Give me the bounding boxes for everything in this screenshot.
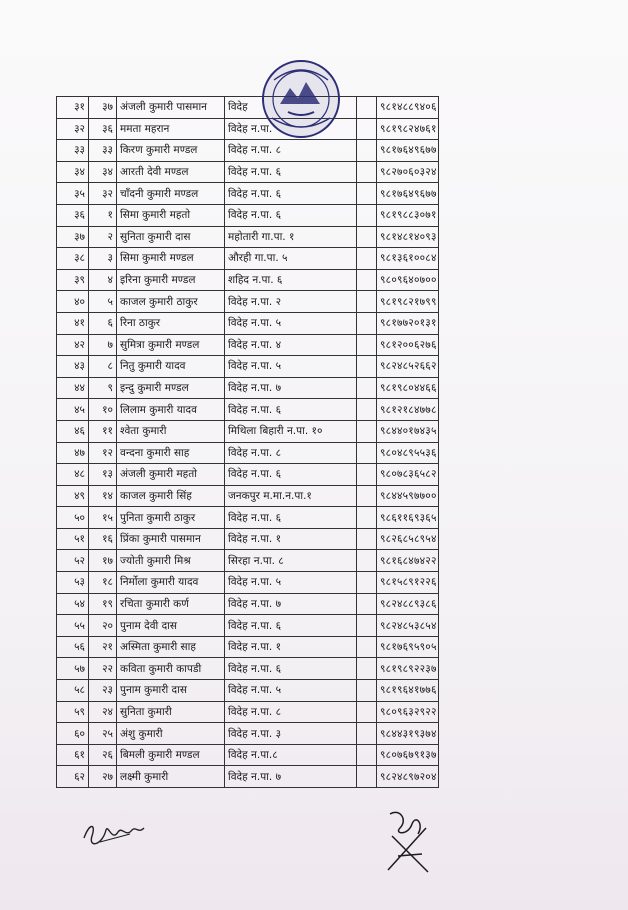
blank-cell	[357, 528, 377, 550]
phone-cell: ९८१७६४९६७७	[377, 183, 439, 205]
secondary-number-cell: १४	[89, 485, 117, 507]
address-cell: विदेह न.पा.	[225, 118, 357, 140]
name-cell: ज्योती कुमारी मिश्र	[117, 550, 225, 572]
name-cell: आरती देवी मण्डल	[117, 161, 225, 183]
table-row	[57, 766, 439, 788]
name-cell: अस्मिता कुमारी साह	[117, 636, 225, 658]
phone-cell: ९८१४८१४०९३	[377, 226, 439, 248]
phone-cell: ९८०९६३२९२२	[377, 701, 439, 723]
address-cell: विदेह न.पा. ५	[225, 312, 357, 334]
secondary-number-cell: १६	[89, 528, 117, 550]
address-cell: विदेह न.पा. १	[225, 528, 357, 550]
secondary-number-cell: २	[89, 226, 117, 248]
table-row	[57, 291, 439, 313]
name-cell: इरिना कुमारी मण्डल	[117, 269, 225, 291]
blank-cell	[357, 464, 377, 486]
table-row	[57, 334, 439, 356]
secondary-number-cell: ७	[89, 334, 117, 356]
address-cell: विदेह न.पा. ६	[225, 507, 357, 529]
blank-cell	[357, 161, 377, 183]
serial-number-cell: ४८	[57, 464, 89, 486]
secondary-number-cell: १९	[89, 593, 117, 615]
secondary-number-cell: २०	[89, 615, 117, 637]
table-row	[57, 356, 439, 378]
address-cell: विदेह न.पा. ८	[225, 701, 357, 723]
serial-number-cell: ४२	[57, 334, 89, 356]
name-cell: किरण कुमारी मण्डल	[117, 140, 225, 162]
phone-cell: ९८२७०६०३२४	[377, 161, 439, 183]
address-cell: विदेह न.पा. ६	[225, 464, 357, 486]
phone-cell: ९८२६८५८९५४	[377, 528, 439, 550]
table-row	[57, 701, 439, 723]
blank-cell	[357, 701, 377, 723]
phone-cell: ९८०७६७९१३७	[377, 744, 439, 766]
secondary-number-cell: १८	[89, 572, 117, 594]
table-row	[57, 248, 439, 270]
blank-cell	[357, 204, 377, 226]
phone-cell: ९८०७८३६५८२	[377, 464, 439, 486]
table-row	[57, 593, 439, 615]
blank-cell	[357, 615, 377, 637]
secondary-number-cell: २४	[89, 701, 117, 723]
phone-cell: ९८१७६४९६७७	[377, 140, 439, 162]
name-cell: बिमली कुमारी मण्डल	[117, 744, 225, 766]
address-cell: विदेह न.पा. ६	[225, 658, 357, 680]
name-cell: सुनिता कुमारी दास	[117, 226, 225, 248]
address-cell: औरही गा.पा. ५	[225, 248, 357, 270]
name-cell: पुनाम कुमारी दास	[117, 680, 225, 702]
phone-cell: ९८२४८५२६६२	[377, 356, 439, 378]
blank-cell	[357, 291, 377, 313]
address-cell: मिथिला बिहारी न.पा. १०	[225, 420, 357, 442]
phone-cell: ९८१२००६२७६	[377, 334, 439, 356]
name-cell: रिना ठाकुर	[117, 312, 225, 334]
phone-cell: ९८१९६४१७७६	[377, 680, 439, 702]
address-cell: विदेह न.पा. ७	[225, 377, 357, 399]
blank-cell	[357, 356, 377, 378]
phone-cell: ९८२४८९७२०४	[377, 766, 439, 788]
serial-number-cell: ५१	[57, 528, 89, 550]
secondary-number-cell: २२	[89, 658, 117, 680]
table-row	[57, 550, 439, 572]
table-row	[57, 97, 439, 119]
serial-number-cell: ५७	[57, 658, 89, 680]
table-row	[57, 464, 439, 486]
serial-number-cell: ४७	[57, 442, 89, 464]
secondary-number-cell: १२	[89, 442, 117, 464]
name-cell: लिलाम कुमारी यादव	[117, 399, 225, 421]
blank-cell	[357, 377, 377, 399]
secondary-number-cell: ३६	[89, 118, 117, 140]
address-cell: महोतारी गा.पा. १	[225, 226, 357, 248]
table-row	[57, 572, 439, 594]
address-cell: विदेह न.पा. १	[225, 636, 357, 658]
serial-number-cell: ४३	[57, 356, 89, 378]
phone-cell: ९८०९६४०७००	[377, 269, 439, 291]
phone-cell: ९८१६८४७४२२	[377, 550, 439, 572]
table-row	[57, 485, 439, 507]
serial-number-cell: ३५	[57, 183, 89, 205]
address-cell: जनकपुर म.मा.न.पा.१	[225, 485, 357, 507]
address-cell: विदेह न.पा. ५	[225, 680, 357, 702]
phone-cell: ९८१९८०४४६६	[377, 377, 439, 399]
blank-cell	[357, 658, 377, 680]
serial-number-cell: ५२	[57, 550, 89, 572]
name-cell: सिमा कुमारी मण्डल	[117, 248, 225, 270]
phone-cell: ९८१९८२१७९९	[377, 291, 439, 313]
serial-number-cell: ३२	[57, 118, 89, 140]
address-cell: विदेह न.पा.८	[225, 744, 357, 766]
address-cell: विदेह न.पा. ६	[225, 161, 357, 183]
table-row	[57, 528, 439, 550]
phone-cell: ९८१५८९१२२६	[377, 572, 439, 594]
secondary-number-cell: १७	[89, 550, 117, 572]
secondary-number-cell: ३४	[89, 161, 117, 183]
signature-left	[80, 812, 150, 852]
secondary-number-cell: २५	[89, 723, 117, 745]
signature-right	[378, 806, 438, 876]
blank-cell	[357, 140, 377, 162]
serial-number-cell: ६२	[57, 766, 89, 788]
phone-cell: ९८१७७२०१३१	[377, 312, 439, 334]
secondary-number-cell: १०	[89, 399, 117, 421]
name-cell: अंशु कुमारी	[117, 723, 225, 745]
phone-cell: ९८२४८५३८५४	[377, 615, 439, 637]
serial-number-cell: ३१	[57, 97, 89, 119]
name-cell: कविता कुमारी कापडी	[117, 658, 225, 680]
address-cell: विदेह न.पा. ६	[225, 399, 357, 421]
table-row	[57, 118, 439, 140]
table-row	[57, 183, 439, 205]
name-cell: काजल कुमारी सिंह	[117, 485, 225, 507]
blank-cell	[357, 593, 377, 615]
blank-cell	[357, 312, 377, 334]
address-cell: विदेह न.पा. ८	[225, 442, 357, 464]
serial-number-cell: ६१	[57, 744, 89, 766]
secondary-number-cell: ९	[89, 377, 117, 399]
table-row	[57, 399, 439, 421]
serial-number-cell: ५९	[57, 701, 89, 723]
blank-cell	[357, 744, 377, 766]
table-row	[57, 507, 439, 529]
serial-number-cell: ४९	[57, 485, 89, 507]
address-cell: विदेह न.पा. ५	[225, 572, 357, 594]
blank-cell	[357, 485, 377, 507]
serial-number-cell: ३३	[57, 140, 89, 162]
table-row	[57, 420, 439, 442]
phone-cell: ९८१९८८३०७१	[377, 204, 439, 226]
table-row	[57, 658, 439, 680]
secondary-number-cell: ८	[89, 356, 117, 378]
serial-number-cell: ५४	[57, 593, 89, 615]
serial-number-cell: ४०	[57, 291, 89, 313]
blank-cell	[357, 183, 377, 205]
table-row	[57, 680, 439, 702]
name-cell: अंजली कुमारी महतो	[117, 464, 225, 486]
blank-cell	[357, 269, 377, 291]
blank-cell	[357, 420, 377, 442]
blank-cell	[357, 507, 377, 529]
table-row	[57, 377, 439, 399]
address-cell: विदेह	[225, 97, 357, 119]
blank-cell	[357, 442, 377, 464]
blank-cell	[357, 723, 377, 745]
name-cell: श्वेता कुमारी	[117, 420, 225, 442]
phone-cell: ९८२४८८९३८६	[377, 593, 439, 615]
secondary-number-cell: १३	[89, 464, 117, 486]
address-cell: सिरहा न.पा. ८	[225, 550, 357, 572]
blank-cell	[357, 680, 377, 702]
name-cell: सुमित्रा कुमारी मण्डल	[117, 334, 225, 356]
serial-number-cell: ५३	[57, 572, 89, 594]
address-cell: विदेह न.पा. ३	[225, 723, 357, 745]
secondary-number-cell: २७	[89, 766, 117, 788]
name-cell: प्रिंका कुमारी पासमान	[117, 528, 225, 550]
serial-number-cell: ३४	[57, 161, 89, 183]
name-cell: ममता महरान	[117, 118, 225, 140]
blank-cell	[357, 636, 377, 658]
address-cell: विदेह न.पा. ६	[225, 615, 357, 637]
blank-cell	[357, 248, 377, 270]
phone-cell: ९८१४८८९४०६	[377, 97, 439, 119]
blank-cell	[357, 226, 377, 248]
name-cell: वन्दना कुमारी साह	[117, 442, 225, 464]
name-cell: रचिता कुमारी कर्ण	[117, 593, 225, 615]
secondary-number-cell: १	[89, 204, 117, 226]
serial-number-cell: ५०	[57, 507, 89, 529]
secondary-number-cell: ४	[89, 269, 117, 291]
table-body	[57, 97, 439, 788]
address-cell: विदेह न.पा. २	[225, 291, 357, 313]
serial-number-cell: ३६	[57, 204, 89, 226]
serial-number-cell: ५५	[57, 615, 89, 637]
serial-number-cell: ६०	[57, 723, 89, 745]
table-row	[57, 204, 439, 226]
name-cell: सुनिता कुमारी	[117, 701, 225, 723]
address-cell: विदेह न.पा. ५	[225, 356, 357, 378]
address-cell: विदेह न.पा. ७	[225, 766, 357, 788]
name-cell: सिमा कुमारी महतो	[117, 204, 225, 226]
name-cell: इन्दु कुमारी मण्डल	[117, 377, 225, 399]
name-cell: काजल कुमारी ठाकुर	[117, 291, 225, 313]
address-cell: विदेह न.पा. ४	[225, 334, 357, 356]
blank-cell	[357, 97, 377, 119]
serial-number-cell: ५६	[57, 636, 89, 658]
address-cell: विदेह न.पा. ६	[225, 204, 357, 226]
serial-number-cell: ५८	[57, 680, 89, 702]
secondary-number-cell: ५	[89, 291, 117, 313]
phone-cell: ९८१३६१००८४	[377, 248, 439, 270]
serial-number-cell: ३८	[57, 248, 89, 270]
phone-cell: ९८१९८९२२३७	[377, 658, 439, 680]
phone-cell: ९८४४५९७७००	[377, 485, 439, 507]
blank-cell	[357, 118, 377, 140]
name-cell: पुनिता कुमारी ठाकुर	[117, 507, 225, 529]
phone-cell: ९८१९८२४७६१	[377, 118, 439, 140]
address-cell: विदेह न.पा. ८	[225, 140, 357, 162]
serial-number-cell: ४४	[57, 377, 89, 399]
secondary-number-cell: ३२	[89, 183, 117, 205]
table-row	[57, 312, 439, 334]
address-cell: विदेह न.पा. ६	[225, 183, 357, 205]
secondary-number-cell: २१	[89, 636, 117, 658]
serial-number-cell: ३७	[57, 226, 89, 248]
blank-cell	[357, 399, 377, 421]
blank-cell	[357, 334, 377, 356]
phone-cell: ९८४४३१९३७४	[377, 723, 439, 745]
name-cell: चाँदनी कुमारी मण्डल	[117, 183, 225, 205]
table-row	[57, 269, 439, 291]
municipality-seal-stamp	[258, 56, 344, 142]
name-cell: नितु कुमारी यादव	[117, 356, 225, 378]
table-row	[57, 636, 439, 658]
name-cell: लक्ष्मी कुमारी	[117, 766, 225, 788]
secondary-number-cell: ३	[89, 248, 117, 270]
name-cell: पुनाम देवी दास	[117, 615, 225, 637]
serial-number-cell: ४५	[57, 399, 89, 421]
serial-number-cell: ४१	[57, 312, 89, 334]
table-row	[57, 744, 439, 766]
secondary-number-cell: १५	[89, 507, 117, 529]
serial-number-cell: ३९	[57, 269, 89, 291]
secondary-number-cell: ३३	[89, 140, 117, 162]
phone-cell: ९८४४०१७४३५	[377, 420, 439, 442]
table-row	[57, 226, 439, 248]
blank-cell	[357, 766, 377, 788]
phone-cell: ९८१७६९५९०५	[377, 636, 439, 658]
table-row	[57, 161, 439, 183]
phone-cell: ९८६११६९३६५	[377, 507, 439, 529]
secondary-number-cell: २३	[89, 680, 117, 702]
table-row	[57, 140, 439, 162]
beneficiary-table	[56, 96, 439, 788]
table-row	[57, 615, 439, 637]
name-cell: अंजली कुमारी पासमान	[117, 97, 225, 119]
table-row	[57, 442, 439, 464]
secondary-number-cell: ३७	[89, 97, 117, 119]
serial-number-cell: ४६	[57, 420, 89, 442]
name-cell: निर्मोला कुमारी यादव	[117, 572, 225, 594]
address-cell: विदेह न.पा. ७	[225, 593, 357, 615]
blank-cell	[357, 572, 377, 594]
secondary-number-cell: ११	[89, 420, 117, 442]
blank-cell	[357, 550, 377, 572]
address-cell: शहिद न.पा. ६	[225, 269, 357, 291]
phone-cell: ९८१२१८४७७८	[377, 399, 439, 421]
secondary-number-cell: २६	[89, 744, 117, 766]
secondary-number-cell: ६	[89, 312, 117, 334]
phone-cell: ९८०४८९५५३६	[377, 442, 439, 464]
table-row	[57, 723, 439, 745]
